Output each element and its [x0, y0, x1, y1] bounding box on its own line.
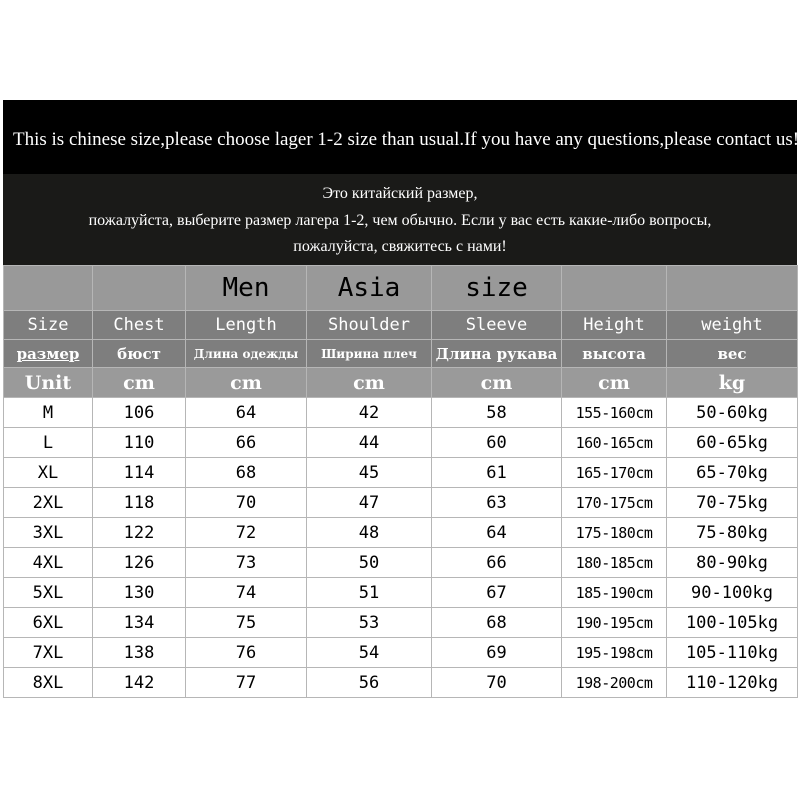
header-ru-sleeve: Длина рукава: [432, 340, 562, 368]
cell-height: 165-170cm: [562, 458, 667, 488]
header-ru-weight: вес: [667, 340, 798, 368]
table-row: [4, 398, 798, 428]
cell-weight: 60-65kg: [667, 428, 798, 458]
cell-chest: 130: [93, 578, 186, 608]
cell-weight: 110-120kg: [667, 668, 798, 698]
title-word-asia: Asia: [307, 266, 432, 311]
cell-chest: 118: [93, 488, 186, 518]
cell-chest: 126: [93, 548, 186, 578]
cell-height: 198-200cm: [562, 668, 667, 698]
cell-height: 175-180cm: [562, 518, 667, 548]
cell-size: L: [4, 428, 93, 458]
title-empty-cell: [4, 266, 93, 311]
cell-sleeve: 68: [432, 608, 562, 638]
cell-length: 66: [186, 428, 307, 458]
header-row: [4, 311, 798, 340]
header-ru-height: высота: [562, 340, 667, 368]
header-sleeve: Sleeve: [432, 311, 562, 340]
cell-height: 155-160cm: [562, 398, 667, 428]
cell-length: 68: [186, 458, 307, 488]
cell-size: 3XL: [4, 518, 93, 548]
cell-length: 64: [186, 398, 307, 428]
cell-weight: 105-110kg: [667, 638, 798, 668]
cell-sleeve: 64: [432, 518, 562, 548]
cell-sleeve: 61: [432, 458, 562, 488]
header-ru-chest: бюст: [93, 340, 186, 368]
cell-shoulder: 44: [307, 428, 432, 458]
cell-shoulder: 53: [307, 608, 432, 638]
cell-sleeve: 69: [432, 638, 562, 668]
table-row: [4, 428, 798, 458]
cell-size: 7XL: [4, 638, 93, 668]
header-ru-shoulder: Ширина плеч: [307, 340, 432, 368]
header-weight: weight: [667, 311, 798, 340]
cell-length: 73: [186, 548, 307, 578]
cell-size: 4XL: [4, 548, 93, 578]
cell-height: 195-198cm: [562, 638, 667, 668]
cell-chest: 114: [93, 458, 186, 488]
cell-sleeve: 70: [432, 668, 562, 698]
unit-weight: kg: [667, 368, 798, 398]
cell-sleeve: 66: [432, 548, 562, 578]
table-row: [4, 548, 798, 578]
title-word-men: Men: [186, 266, 307, 311]
cell-weight: 70-75kg: [667, 488, 798, 518]
cell-size: 6XL: [4, 608, 93, 638]
table-row: [4, 608, 798, 638]
cell-shoulder: 45: [307, 458, 432, 488]
cell-chest: 138: [93, 638, 186, 668]
cell-weight: 50-60kg: [667, 398, 798, 428]
cell-chest: 106: [93, 398, 186, 428]
cell-weight: 65-70kg: [667, 458, 798, 488]
cell-size: 2XL: [4, 488, 93, 518]
russian-header-row: [4, 340, 798, 368]
title-empty-cell: [562, 266, 667, 311]
unit-shoulder: cm: [307, 368, 432, 398]
unit-chest: cm: [93, 368, 186, 398]
cell-weight: 75-80kg: [667, 518, 798, 548]
cell-chest: 110: [93, 428, 186, 458]
table-row: [4, 458, 798, 488]
header-shoulder: Shoulder: [307, 311, 432, 340]
russian-notice: [3, 174, 797, 265]
cell-shoulder: 42: [307, 398, 432, 428]
unit-sleeve: cm: [432, 368, 562, 398]
header-ru-length: Длина одежды: [186, 340, 307, 368]
header-ru-size: [4, 340, 93, 368]
cell-shoulder: 47: [307, 488, 432, 518]
header-height: Height: [562, 311, 667, 340]
cell-shoulder: 50: [307, 548, 432, 578]
cell-sleeve: 67: [432, 578, 562, 608]
table-row: [4, 638, 798, 668]
cell-height: 170-175cm: [562, 488, 667, 518]
title-row: [4, 266, 798, 311]
table-row: [4, 578, 798, 608]
cell-weight: 80-90kg: [667, 548, 798, 578]
cell-shoulder: 48: [307, 518, 432, 548]
cell-chest: 142: [93, 668, 186, 698]
cell-height: 180-185cm: [562, 548, 667, 578]
cell-shoulder: 56: [307, 668, 432, 698]
unit-row: [4, 368, 798, 398]
size-chart-table: [3, 265, 798, 698]
russian-notice-line-2: пожалуйста, выберите размер лагера 1-2, чем обычно. Если у вас есть какие-либо вопросы,: [88, 211, 712, 229]
unit-label: Unit: [4, 368, 93, 398]
cell-height: 185-190cm: [562, 578, 667, 608]
cell-chest: 134: [93, 608, 186, 638]
header-size: Size: [4, 311, 93, 340]
cell-size: M: [4, 398, 93, 428]
cell-size: XL: [4, 458, 93, 488]
table-row: [4, 518, 798, 548]
russian-notice-line-1: Это китайский размер,: [322, 185, 478, 202]
cell-sleeve: 60: [432, 428, 562, 458]
unit-height: cm: [562, 368, 667, 398]
header-chest: Chest: [93, 311, 186, 340]
table-row: [4, 668, 798, 698]
cell-size: 8XL: [4, 668, 93, 698]
table-row: [4, 488, 798, 518]
cell-weight: 90-100kg: [667, 578, 798, 608]
english-notice: This is chinese size,please choose lager 1-2 size than usual.If you have any questions,please contact us!: [3, 100, 797, 174]
cell-sleeve: 58: [432, 398, 562, 428]
cell-length: 70: [186, 488, 307, 518]
cell-chest: 122: [93, 518, 186, 548]
header-ru-size-text: размер: [16, 344, 80, 363]
cell-shoulder: 54: [307, 638, 432, 668]
cell-sleeve: 63: [432, 488, 562, 518]
cell-length: 74: [186, 578, 307, 608]
cell-weight: 100-105kg: [667, 608, 798, 638]
cell-length: 72: [186, 518, 307, 548]
cell-length: 77: [186, 668, 307, 698]
cell-size: 5XL: [4, 578, 93, 608]
cell-length: 75: [186, 608, 307, 638]
header-length: Length: [186, 311, 307, 340]
cell-height: 160-165cm: [562, 428, 667, 458]
russian-notice-line-3: пожалуйста, свяжитесь с нами!: [293, 238, 507, 255]
cell-length: 76: [186, 638, 307, 668]
title-empty-cell: [667, 266, 798, 311]
title-word-size: size: [432, 266, 562, 311]
cell-height: 190-195cm: [562, 608, 667, 638]
cell-shoulder: 51: [307, 578, 432, 608]
unit-length: cm: [186, 368, 307, 398]
title-empty-cell: [93, 266, 186, 311]
